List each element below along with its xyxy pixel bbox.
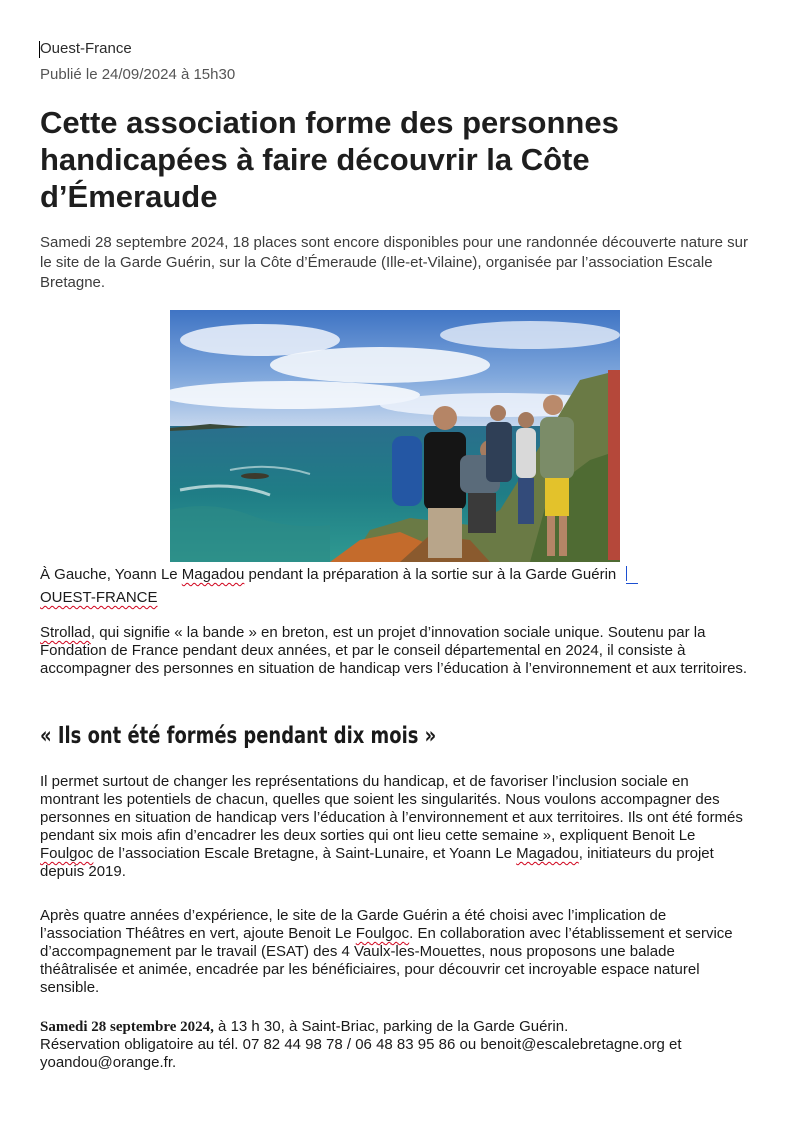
body-paragraph-1: Strollad, qui signifie « la bande » en breton, est un projet d’innovation sociale unique. Soutenu par la Fondation de France pendant deux années, et par le conseil départemental en 2024, il consiste à accompagner des personnes en situation de handicap vers l’éducation à l’environnement et aux territoires.: [40, 624, 748, 677]
body-paragraph-3: Après quatre années d’expérience, le site de la Garde Guérin a été choisi avec l’implication de l’association Théâtres en vert, ajoute Benoit Le Foulgoc. En collaboration avec l’établissement et service d’accompagnement par le travail (ESAT) des 4 Vaulx-les-Mouettes, nous proposons une balade théâtralisée et animée, encadrée par les bénéficiaires, pour découvrir cet incroyable espace naturel sensible.: [40, 907, 733, 996]
text-insertion-mark: [626, 566, 627, 581]
misspelled-word: Foulgoc: [355, 925, 410, 942]
source-name: [40, 40, 132, 57]
photo-caption: À Gauche, Yoann Le Magadou pendant la préparation à la sortie sur à la Garde Guérin OUEST-FRANCE: [40, 563, 752, 609]
misspelled-word: Magadou: [516, 845, 579, 862]
misspelled-word: Magadou: [181, 566, 245, 583]
article-lead: Samedi 28 septembre 2024, 18 places sont encore disponibles pour une randonnée découverte nature sur le site de la Garde Guérin, sur la Côte d’Émeraude (Ille-et-Vilaine), organisée par l’association Escale Bretagne.: [40, 234, 748, 291]
subheading: « Ils ont été formés pendant dix mois »: [40, 723, 437, 749]
article-title: Cette association forme des personnes handicapées à faire découvrir la Côte d’Émeraude: [40, 105, 619, 214]
article-photo: [170, 310, 620, 562]
coastal-photo-illustration: [170, 310, 620, 562]
misspelled-word: Foulgoc: [40, 845, 94, 862]
publish-date: Publié le 24/09/2024 à 15h30: [40, 66, 236, 83]
event-info: Samedi 28 septembre 2024, à 13 h 30, à Saint-Briac, parking de la Garde Guérin. Réservation obligatoire au tél. 07 82 44 98 78 / 06 48 83 95 86 ou benoit@escalebretagne.org et yoandou@orange.fr.: [40, 1018, 682, 1071]
reservation-info: Réservation obligatoire au tél. 07 82 44 98 78 / 06 48 83 95 86 ou benoit@escalebretagne.org et yoandou@orange.fr.: [40, 1036, 682, 1071]
body-paragraph-2: Il permet surtout de changer les représentations du handicap, et de favoriser l’inclusion sociale en montrant les potentiels de chacun, quelles que soient les singularités. Nous voulons accompagner des personnes en situation de handicap vers l’éducation à l’environnement et aux territoires. Ils ont été formés pendant six mois afin d’encadrer les deux sorties qui ont lieu cette semaine », expliquent Benoit Le Foulgoc de l’association Escale Bretagne, à Saint-Lunaire, et Yoann Le Magadou, initiateurs du projet depuis 2019.: [40, 773, 743, 880]
event-date: Samedi 28 septembre 2024,: [40, 1019, 214, 1035]
misspelled-word: Strollad: [40, 624, 91, 641]
source-label: Ouest-France: [40, 40, 132, 57]
photo-credit: OUEST-FRANCE: [40, 589, 158, 606]
text-cursor: [39, 41, 40, 58]
